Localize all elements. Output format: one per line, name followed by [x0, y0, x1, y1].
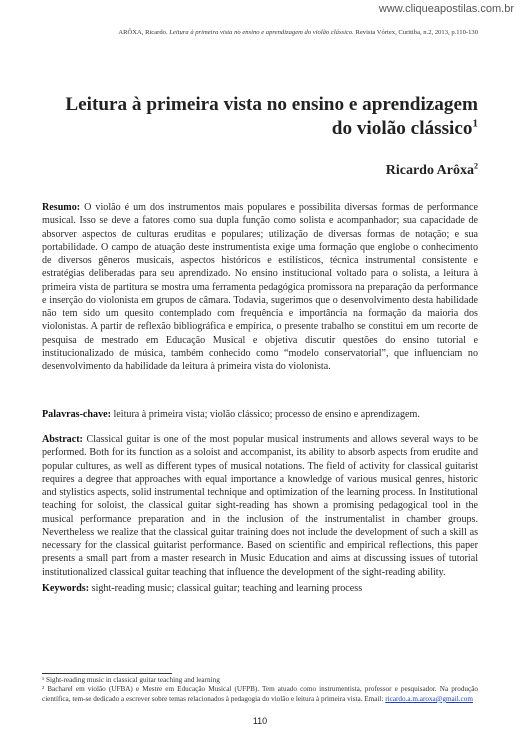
- paper-title-line-1: Leitura à primeira vista no ensino e aprendizagem: [65, 94, 478, 115]
- abstract-text: Classical guitar is one of the most popular musical instruments and allows several ways to be performed. Both for its function as a soloist and accompanist, its ability to absorb aspects from erudite and popular cultures, as well as different types of musical notations. The field of activity for classical guitarist requires a degree that approaches with equal importance a knowledge of various musical genres, historic and stylistics aspects, solid instrumental technique and optimization of the learning process. In Institutional teaching for soloist, the classical guitar sight-reading has shown a promising pedagogical tool in the musical performance preparation and in the inclusion of the instrumentalist in chamber groups. Nevertheless we realize that the classical guitar training does not include the development of such a skill as necessary for the classical guitarist performance. Based on scientific and empirical reflections, this paper presents a small part from a master research in Music Education and aims at discussing issues of tutorial institutionalized classical guitar teaching that influence the development of the sight-reading ability.: [42, 434, 478, 578]
- palavras-chave-text: leitura à primeira vista; violão clássico; processo de ensino e aprendizagem.: [113, 409, 420, 420]
- running-head: [42, 29, 478, 36]
- footnote-divider: [42, 673, 172, 674]
- running-head-author: ARÔXA, Ricardo.: [118, 29, 168, 36]
- footnote-2: [42, 685, 478, 704]
- title-footnote-mark[interactable]: 1: [472, 117, 478, 130]
- abstract-label: Abstract:: [42, 434, 83, 445]
- footnote-1: ¹ Sight-reading music in classical guitar teaching and learning: [42, 676, 220, 684]
- running-head-title: Leitura à primeira vista no ensino e aprendizagem do violão clássico.: [169, 29, 354, 36]
- author-footnote-mark[interactable]: 2: [474, 161, 478, 171]
- paper-title: [40, 93, 478, 141]
- author-name: Ricardo Arôxa$^2$: [385, 161, 478, 178]
- resumo-label: Resumo:: [42, 202, 81, 213]
- footnote-2-text: ² Bacharel em violão (UFBA) e Mestre em Educação Musical (UFPB). Tem atuado como instrumentista, professor e pesquisador. Na produção científica, tem-se dedicado a escrever sobre temas relacionados à pedagogia do violão e leitura à primeira vista. Email:: [42, 685, 478, 703]
- abstract-paragraph: [42, 433, 478, 579]
- page-number: 110: [252, 716, 268, 726]
- author-email-link[interactable]: ricardo.a.m.aroxa@gmail.com: [385, 694, 473, 703]
- keywords-text: sight-reading music; classical guitar; teaching and learning process: [91, 583, 363, 594]
- resumo-text: O violão é um dos instrumentos mais populares e possibilita diversas formas de performance musical. Isso se deve a fatores como sua dupla função como solista e acompanhador; sua capacidade de absorver aspectos de culturas eruditas e populares; utilização de diversas formas de notação; e sua portabilidade. O campo de atuação deste instrumentista exige uma formação que englobe o conhecimento de diversos gêneros musicais, aspectos históricos e estilísticos, técnica instrumental consistente e estratégias deliberadas para seu aprendizado. No ensino institucional voltado para o solista, a leitura à primeira vista de partitura se mostra uma ferramenta pedagógica promissora na preparação da performance e inserção do violonista em grupos de câmara. Todavia, sugerimos que o desenvolvimento desta habilidade não tem sido um quesito contemplado com frequência e importância na formação da maioria dos violonistas. A partir de reflexão bibliográfica e empírica, o presente trabalho se constitui em um recorte de pesquisa de mestrado em Educação Musical e objetiva discutir questões do ensino tutorial e institucionalizado de música, também conhecido como “modelo conservatorial”, que influenciam no desenvolvimento da habilidade da leitura à primeira vista do violonista.: [42, 202, 478, 372]
- footnotes: [42, 676, 478, 704]
- paper-title-line-2: do violão clássico$^1$: [331, 117, 478, 139]
- palavras-chave-label: Palavras-chave:: [42, 409, 111, 420]
- keywords-paragraph: [42, 582, 478, 595]
- keywords-label: Keywords:: [42, 583, 90, 594]
- resumo-paragraph: [42, 201, 478, 373]
- palavras-chave-paragraph: [42, 408, 478, 421]
- running-head-journal: Revista Vórtex, Curitiba, n.2, 2013, p.110-130: [355, 29, 478, 36]
- watermark-text: www.cliqueapostilas.com.br: [378, 3, 514, 15]
